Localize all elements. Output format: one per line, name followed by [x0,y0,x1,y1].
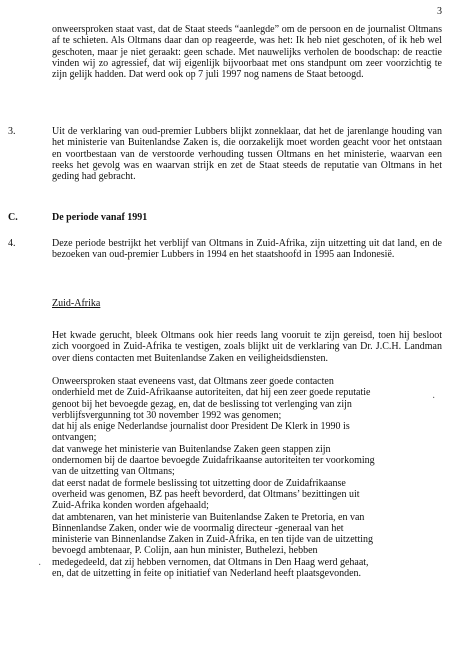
text-line: overheid was genomen, BZ pas heeft bevorderd, dat Oltmans’ bezittingen uit [52,488,360,500]
text-line: ondernomen bij de daartoe bevoegde Zuidafrikaanse autoriteiten ter voorkoming [52,455,375,467]
item-4-number: 4. [8,238,16,249]
text-line: ministerie van Binnenlandse Zaken in Zuid-Afrika, en ten tijde van de uitzetting [52,534,374,546]
text-line: dat hij als enige Nederlandse journalist door President De Klerk in 1990 is [52,421,350,433]
text-line: Onweersproken staat eveneens vast, dat Oltmans zeer goede contacten [52,376,334,387]
subheading-zuid-afrika: Zuid-Afrika [52,298,101,309]
text-line: dat ambtenaren, van het ministerie van Buitenlandse Zaken te Pretoria, en van [52,511,365,523]
text-line: en, dat de uitzetting in feite op initiatief van Nederland heeft plaatsgevonden. [52,568,362,580]
scan-speck: · [432,393,436,404]
item-4-text: Deze periode bestrijkt het verblijf van Oltmans in Zuid-Afrika, zijn uitzetting uit dat land, en de bezoeken van oud-premier Lubbers in 1994 en het staatshoofd in 1995 aan Indonesië. [52,238,442,261]
text-line: Binnenlandse Zaken, onder wie de voormalig directeur -generaal van het [52,522,344,534]
text-line: medegedeeld, dat zij hebben vernomen, dat Oltmans in Den Haag werd gehaat, [52,556,369,568]
text-line: ontvangen; [52,432,97,444]
text-line: dat vanwege het ministerie van Buitenlandse Zaken geen stappen zijn [52,443,331,455]
text-line: Zuid-Afrika konden worden afgehaald; [52,500,209,512]
item-3-number: 3. [8,126,16,137]
page-number: 3 [437,6,442,17]
section-c-letter: C. [8,212,18,223]
intro-paragraph: onweersproken staat vast, dat de Staat steeds “aanlegde” om de persoon en de journalist Oltmans af te schieten. Als Oltmans daar dan op reageerde, was het: Ik heb niet geschoten, of ik heb wel geschoten, maar je niet geraakt: geen schade. Met nauwelijks verholen de boodschap: de reactie vinden wij zo agressief, dat wij eigenlijk bijvoorbaat met ons standpunt om zeer voorzichtig te zijn gelijk hadden. Dat werd ook op 7 juli 1997 nog namens de Staat betoogd. [52,24,442,81]
text-line: verblijfsvergunning tot 30 november 1992 was genomen; [52,409,282,421]
scan-speck: · [38,560,42,571]
text-line: dat eerst nadat de formele beslissing tot uitzetting door de Zuidafrikaanse [52,477,346,489]
zuid-afrika-paragraph: Het kwade gerucht, bleek Oltmans ook hier reeds lang vooruit te zijn gereisd, toen hij besloot zich voorgoed in Zuid-Afrika te vestigen, zoals blijkt uit de verklaring van Dr. J.C.H. Landman over diens contacten met Buitenlandse Zaken en veiligheidsdiensten. [52,330,442,364]
text-line: onderhield met de Zuid-Afrikaanse autoriteiten, dat hij een zeer goede reputatie [52,387,371,399]
text-line: van de uitzetting van Oltmans; [52,466,175,478]
text-line: bevoegd ambtenaar, P. Colijn, aan hun minister, Buthelezi, hebben [52,545,318,557]
text-line: genoot bij het bevoegde gezag, en, dat de beslissing tot verlenging van zijn [52,398,352,410]
section-c-title: De periode vanaf 1991 [52,212,148,223]
item-3-text: Uit de verklaring van oud-premier Lubbers blijkt zonneklaar, dat het de jarenlange houding van het ministerie van Buitenlandse Zaken is, die oorzakelijk moet worden geacht voor het ontstaan en voortbestaan van de verstoorde verhouding tussen Oltmans en het ministerie, waarvan een reeks het gevolg was en waarvan strijk en zet de Staat steeds de reputatie van Oltmans in het geding had gebracht. [52,126,442,183]
zuid-afrika-lines [52,376,442,579]
